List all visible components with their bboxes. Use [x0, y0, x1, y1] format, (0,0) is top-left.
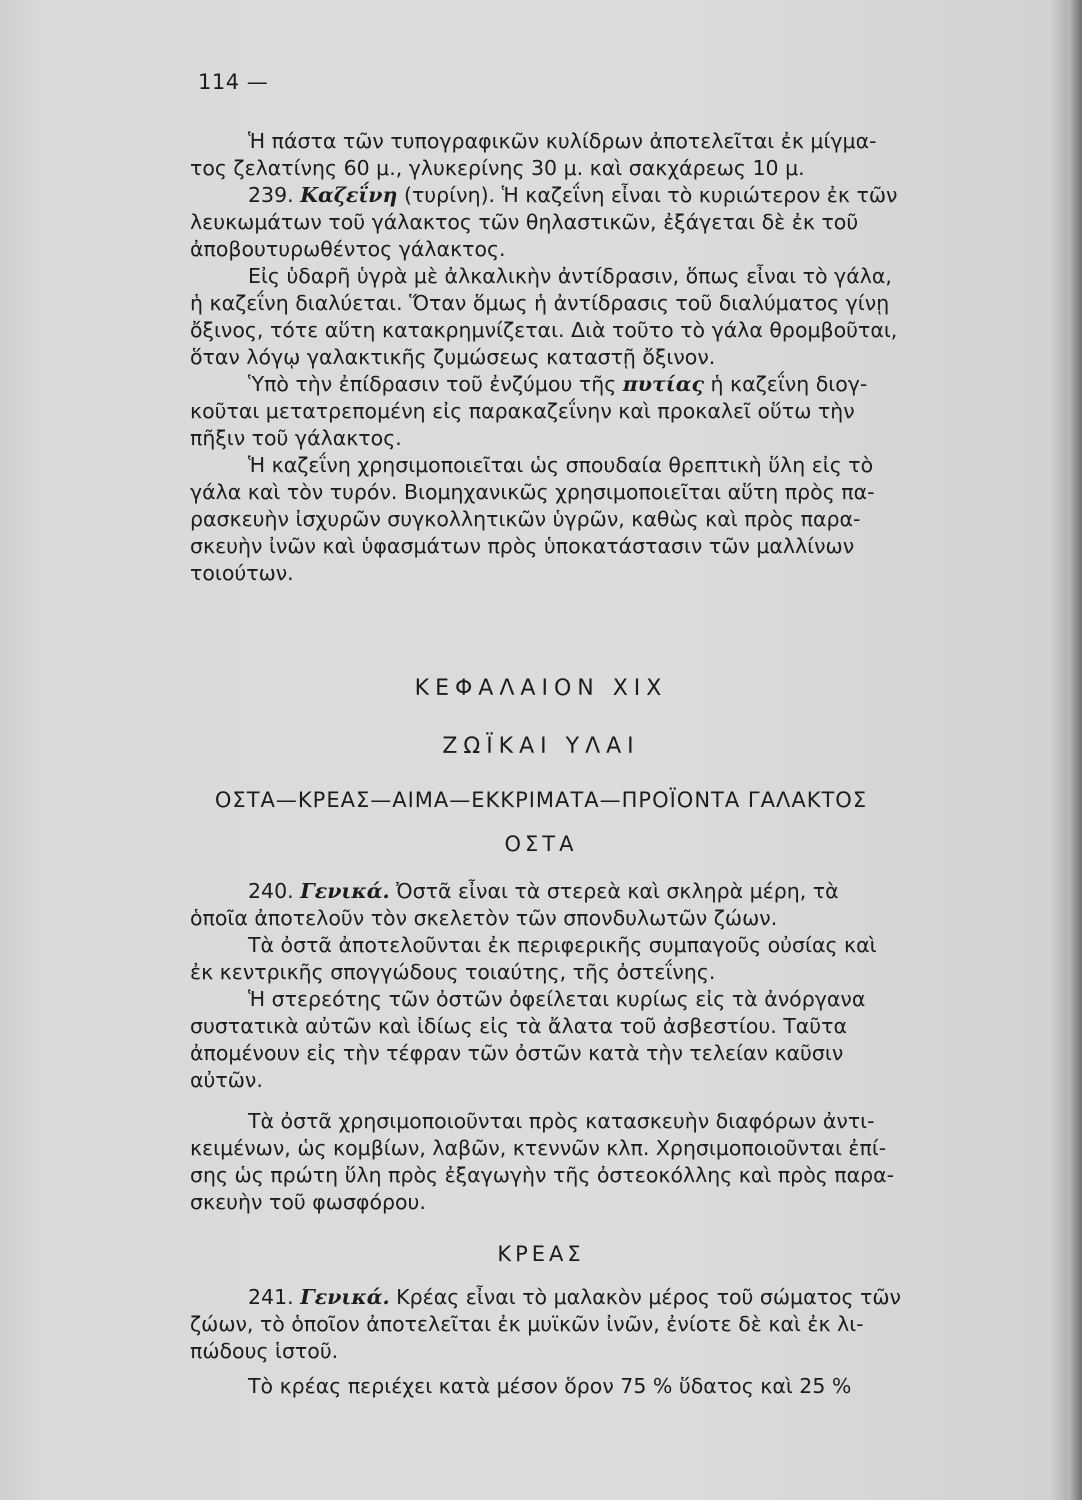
para-term: Γενικά.	[300, 1285, 390, 1309]
text-line: ὅταν λόγῳ γαλακτικῆς ζυμώσεως καταστῇ ὄξινον.	[190, 345, 716, 369]
text-line: Ἡ πάστα τῶν τυπογραφικῶν κυλίδρων ἀποτελεῖται ἐκ μίγμα-	[248, 129, 877, 153]
text-line: κειμένων, ὡς κομβίων, λαβῶν, κτεννῶν κλπ. Χρησιμοποιοῦνται ἐπί-	[190, 1136, 887, 1160]
text-line: Τὰ ὀστᾶ χρησιμοποιοῦνται πρὸς κατασκευὴν διαφόρων ἀντι-	[248, 1109, 875, 1133]
rennet-term: πυτίας	[622, 372, 704, 396]
text-line: τοιούτων.	[190, 561, 294, 585]
chapter-subtitle: ΖΩΪΚΑΙ ΥΛΑΙ	[442, 734, 640, 759]
text-line: σκευὴν τοῦ φωσφόρου.	[190, 1190, 426, 1214]
para-text: Κρέας εἶναι τὸ μαλακὸν μέρος τοῦ σώματος τῶν	[396, 1285, 901, 1309]
text-line: Τὰ ὀστᾶ ἀποτελοῦνται ἐκ περιφερικῆς συμπαγοῦς οὐσίας καὶ	[248, 933, 877, 957]
text-line: σκευὴν ἰνῶν καὶ ὑφασμάτων πρὸς ὑποκατάστασιν τῶν μαλλίνων	[190, 534, 855, 558]
page-number: 114 —	[198, 70, 269, 94]
text-line: κοῦται μετατρεπομένη εἰς παρακαζεΐνην καὶ προκαλεῖ οὕτω τὴν	[190, 399, 855, 423]
chapter-topics: ΟΣΤΑ—ΚΡΕΑΣ—ΑΙΜΑ—ΕΚΚΡΙΜΑΤΑ—ΠΡΟΪΟΝΤΑ ΓΑΛΑΚΤΟΣ	[214, 788, 868, 812]
intro-paragraph	[190, 128, 956, 587]
text-line: τος ζελατίνης 60 μ., γλυκερίνης 30 μ. καὶ σακχάρεως 10 μ.	[190, 156, 805, 180]
text-line: σης ὡς πρώτη ὕλη πρὸς ἐξαγωγὴν τῆς ὀστεοκόλλης καὶ πρὸς παρα-	[190, 1163, 895, 1187]
rennet-line	[190, 371, 956, 398]
text-line: ρασκευὴν ἰσχυρῶν συγκολλητικῶν ὑγρῶν, καθὼς καὶ πρὸς παρα-	[190, 507, 861, 531]
para-text: (τυρίνη). Ἡ καζεΐνη εἶναι τὸ κυριώτερον ἐκ τῶν	[403, 183, 898, 207]
text-line: Ἡ καζεΐνη χρησιμοποιεῖται ὡς σπουδαία θρεπτικὴ ὕλη εἰς τὸ	[248, 453, 874, 477]
text-line: ὄξινος, τότε αὕτη κατακρημνίζεται. Διὰ τοῦτο τὸ γάλα θρομβοῦται,	[190, 318, 898, 342]
para-term: Καζεΐνη	[300, 183, 398, 207]
para-number: 239.	[248, 183, 294, 207]
text-line: Τὸ κρέας περιέχει κατὰ μέσον ὅρον 75 % ὕδατος καὶ 25 %	[248, 1374, 852, 1398]
text-line: πώδους ἱστοῦ.	[190, 1339, 339, 1363]
text-line: Εἰς ὑδαρῆ ὑγρὰ μὲ ἀλκαλικὴν ἀντίδρασιν, ὅπως εἶναι τὸ γάλα,	[248, 264, 892, 288]
kreas-section	[190, 1284, 956, 1400]
text-line: συστατικὰ αὐτῶν καὶ ἰδίως εἰς τὰ ἄλατα τοῦ ἀσβεστίου. Ταῦτα	[190, 1014, 847, 1038]
para-240-first-line	[190, 878, 956, 905]
para-241-first-line	[190, 1284, 956, 1311]
para-number: 240.	[248, 879, 294, 903]
section-heading-kreas: ΚΡΕΑΣ	[497, 1242, 585, 1266]
text-line: γάλα καὶ τὸν τυρόν. Βιομηχανικῶς χρησιμοποιεῖται αὕτη πρὸς πα-	[190, 480, 875, 504]
text-line: ὁποῖα ἀποτελοῦν τὸν σκελετὸν τῶν σπονδυλωτῶν ζώων.	[190, 906, 778, 930]
text-line: ἐκ κεντρικῆς σπογγώδους τοιαύτης, τῆς ὀστεΐνης.	[190, 960, 716, 984]
text-line: πῆξιν τοῦ γάλακτος.	[190, 426, 402, 450]
para-239-first-line	[190, 182, 956, 209]
text-line: ζώων, τὸ ὁποῖον ἀποτελεῖται ἐκ μυϊκῶν ἰνῶν, ἐνίοτε δὲ καὶ ἐκ λι-	[190, 1312, 864, 1336]
text-line: ἡ καζεΐνη διαλύεται. Ὅταν ὅμως ἡ ἀντίδρασις τοῦ διαλύματος γίνῃ	[190, 291, 890, 315]
para-text: ἡ καζεΐνη διογ-	[710, 372, 868, 396]
para-text: Ὑπὸ τὴν ἐπίδρασιν τοῦ ἐνζύμου τῆς	[248, 372, 617, 396]
text-line: Ἡ στερεότης τῶν ὀστῶν ὀφείλεται κυρίως εἰς τὰ ἀνόργανα	[248, 987, 866, 1011]
osta-section	[190, 878, 956, 1216]
text-line: ἀπομένουν εἰς τὴν τέφραν τῶν ὀστῶν κατὰ τὴν τελείαν καῦσιν	[190, 1041, 844, 1065]
section-heading-osta: ΟΣΤΑ	[504, 832, 578, 856]
text-line: αὐτῶν.	[190, 1068, 263, 1092]
text-line: ἀποβουτυρωθέντος γάλακτος.	[190, 237, 506, 261]
para-number: 241.	[248, 1285, 294, 1309]
text-line: λευκωμάτων τοῦ γάλακτος τῶν θηλαστικῶν, ἐξάγεται δὲ ἐκ τοῦ	[190, 210, 859, 234]
para-text: Ὀστᾶ εἶναι τὰ στερεὰ καὶ σκληρὰ μέρη, τὰ	[396, 879, 839, 903]
para-term: Γενικά.	[300, 879, 390, 903]
chapter-title: ΚΕΦΑΛΑΙΟΝ XIX	[414, 676, 668, 701]
